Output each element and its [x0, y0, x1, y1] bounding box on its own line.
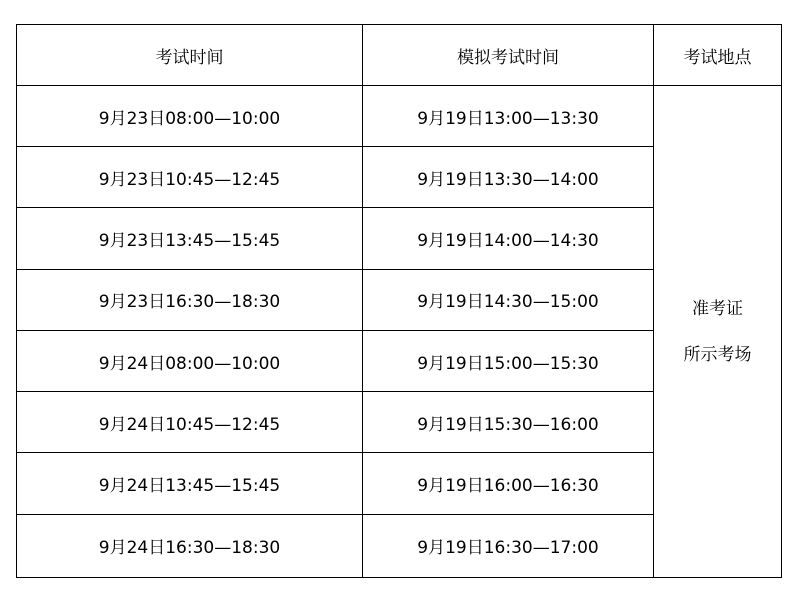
table-row	[17, 86, 782, 147]
location-line: 准考证	[692, 298, 743, 319]
mock-time-cell: 9月19日14:30—15:00	[363, 269, 654, 330]
exam-time-cell: 9月23日16:30—18:30	[17, 269, 363, 330]
mock-time-cell: 9月19日15:30—16:00	[363, 392, 654, 453]
exam-time-cell: 9月24日13:45—15:45	[17, 453, 363, 514]
location-line: 所示考场	[683, 344, 752, 365]
exam-time-cell: 9月24日10:45—12:45	[17, 392, 363, 453]
header-mock-exam-time: 模拟考试时间	[363, 25, 654, 86]
exam-time-cell: 9月23日10:45—12:45	[17, 147, 363, 208]
exam-location-cell	[654, 86, 782, 578]
exam-time-cell: 9月23日13:45—15:45	[17, 208, 363, 269]
mock-time-cell: 9月19日16:30—17:00	[363, 514, 654, 577]
exam-time-cell: 9月24日08:00—10:00	[17, 330, 363, 391]
exam-schedule-table	[16, 24, 782, 578]
mock-time-cell: 9月19日14:00—14:30	[363, 208, 654, 269]
mock-time-cell: 9月19日16:00—16:30	[363, 453, 654, 514]
header-exam-time: 考试时间	[17, 25, 363, 86]
exam-time-cell: 9月23日08:00—10:00	[17, 86, 363, 147]
mock-time-cell: 9月19日13:30—14:00	[363, 147, 654, 208]
mock-time-cell: 9月19日15:00—15:30	[363, 330, 654, 391]
mock-time-cell: 9月19日13:00—13:30	[363, 86, 654, 147]
header-exam-location: 考试地点	[654, 25, 782, 86]
exam-time-cell: 9月24日16:30—18:30	[17, 514, 363, 577]
table-header-row	[17, 25, 782, 86]
